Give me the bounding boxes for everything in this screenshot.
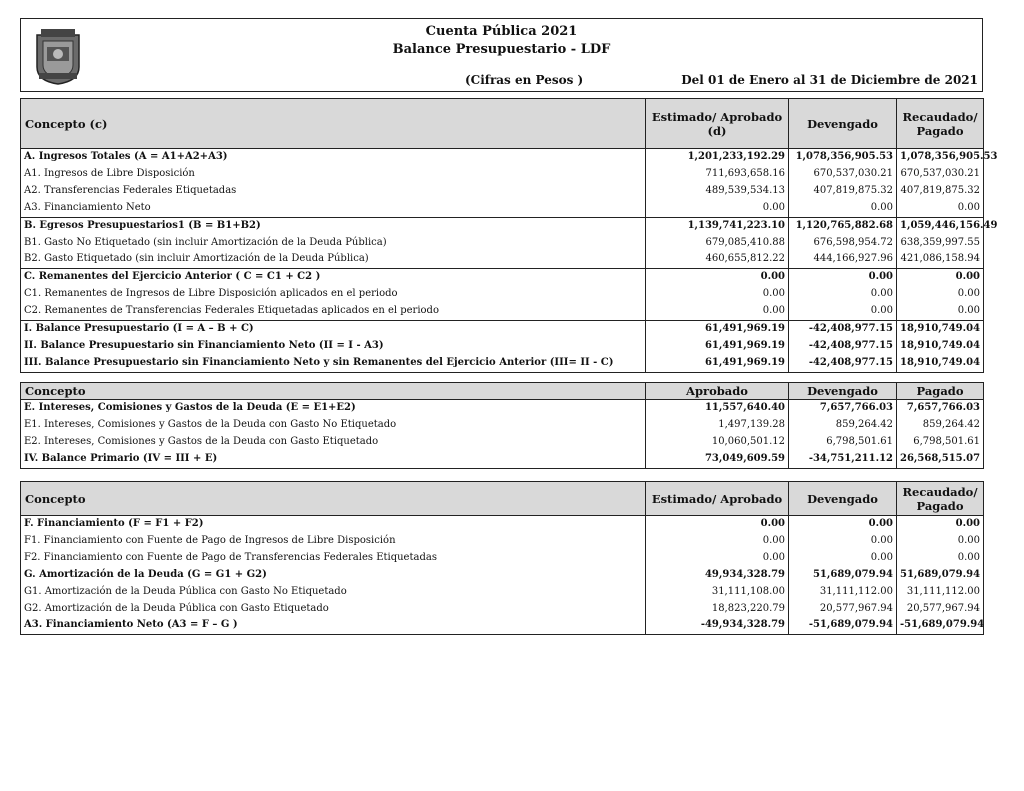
col-header-concepto: Concepto (21, 383, 646, 400)
row-concept: E1. Intereses, Comisiones y Gastos de la Deuda con Gasto No Etiquetado (21, 417, 646, 434)
row-value-devengado: 51,689,079.94 (789, 567, 897, 584)
row-concept: A2. Transferencias Federales Etiquetadas (21, 183, 646, 200)
row-concept: B1. Gasto No Etiquetado (sin incluir Amortización de la Deuda Pública) (21, 235, 646, 252)
row-concept: G1. Amortización de la Deuda Pública con Gasto No Etiquetado (21, 584, 646, 601)
row-value-aprobado: 679,085,410.88 (646, 235, 789, 252)
row-value-aprobado: -49,934,328.79 (646, 617, 789, 634)
row-value-devengado: 20,577,967.94 (789, 601, 897, 618)
row-value-pagado: 638,359,997.55 (897, 235, 984, 252)
row-concept: C. Remanentes del Ejercicio Anterior ( C = C1 + C2 ) (21, 269, 646, 286)
row-value-devengado: 407,819,875.32 (789, 183, 897, 200)
table-row (21, 601, 984, 618)
row-value-devengado: -42,408,977.15 (789, 338, 897, 355)
row-value-pagado: 421,086,158.94 (897, 251, 984, 268)
row-concept: IV. Balance Primario (IV = III + E) (21, 451, 646, 468)
row-value-aprobado: 0.00 (646, 533, 789, 550)
balance-table (20, 98, 998, 373)
report-title (21, 23, 982, 59)
table-row (21, 235, 984, 252)
row-value-pagado: 18,910,749.04 (897, 338, 984, 355)
col-header-devengado: Devengado (789, 482, 897, 516)
row-value-aprobado: 460,655,812.22 (646, 251, 789, 268)
row-value-devengado: 0.00 (789, 269, 897, 286)
row-value-aprobado: 0.00 (646, 303, 789, 320)
col-header-pagado: Recaudado/ Pagado (897, 99, 984, 149)
row-value-pagado: 0.00 (897, 269, 984, 286)
col-header-concepto: Concepto (c) (21, 99, 646, 149)
row-value-aprobado: 0.00 (646, 516, 789, 533)
table-row (21, 269, 984, 286)
row-value-pagado: 26,568,515.07 (897, 451, 984, 468)
row-value-aprobado: 489,539,534.13 (646, 183, 789, 200)
row-value-aprobado: 31,111,108.00 (646, 584, 789, 601)
table-row (21, 200, 984, 217)
row-concept: F. Financiamiento (F = F1 + F2) (21, 516, 646, 533)
row-value-aprobado: 711,693,658.16 (646, 166, 789, 183)
table-row (21, 550, 984, 567)
col-header-concepto: Concepto (21, 482, 646, 516)
table-row (21, 617, 984, 634)
row-value-devengado: 0.00 (789, 516, 897, 533)
row-value-pagado: 0.00 (897, 303, 984, 320)
row-concept: F1. Financiamiento con Fuente de Pago de Ingresos de Libre Disposición (21, 533, 646, 550)
row-value-devengado: 7,657,766.03 (789, 400, 897, 417)
col-header-devengado: Devengado (789, 383, 897, 400)
row-value-pagado: 7,657,766.03 (897, 400, 984, 417)
row-concept: E. Intereses, Comisiones y Gastos de la Deuda (E = E1+E2) (21, 400, 646, 417)
row-concept: E2. Intereses, Comisiones y Gastos de la Deuda con Gasto Etiquetado (21, 434, 646, 451)
table-row (21, 434, 984, 451)
table-row (21, 217, 984, 234)
row-value-pagado: 859,264.42 (897, 417, 984, 434)
period-range: Del 01 de Enero al 31 de Diciembre de 2021 (681, 73, 978, 87)
row-value-aprobado: 0.00 (646, 550, 789, 567)
row-value-devengado: 670,537,030.21 (789, 166, 897, 183)
row-value-devengado: -51,689,079.94 (789, 617, 897, 634)
row-value-pagado: -51,689,079.94 (897, 617, 984, 634)
title-line-2: Balance Presupuestario - LDF (392, 42, 611, 57)
table-row (21, 303, 984, 320)
table-row (21, 183, 984, 200)
table-row (21, 251, 984, 268)
table-row (21, 400, 984, 417)
row-concept: G2. Amortización de la Deuda Pública con Gasto Etiquetado (21, 601, 646, 618)
table-row (21, 567, 984, 584)
title-line-1: Cuenta Pública 2021 (425, 24, 578, 39)
row-value-devengado: 0.00 (789, 550, 897, 567)
row-concept: I. Balance Presupuestario (I = A – B + C) (21, 321, 646, 338)
row-value-aprobado: 73,049,609.59 (646, 451, 789, 468)
row-value-aprobado: 18,823,220.79 (646, 601, 789, 618)
row-value-aprobado: 0.00 (646, 269, 789, 286)
row-value-devengado: -34,751,211.12 (789, 451, 897, 468)
table-row (21, 166, 984, 183)
row-value-devengado: 0.00 (789, 533, 897, 550)
row-concept: F2. Financiamiento con Fuente de Pago de Transferencias Federales Etiquetadas (21, 550, 646, 567)
row-value-devengado: 1,120,765,882.68 (789, 217, 897, 234)
row-value-pagado: 18,910,749.04 (897, 355, 984, 372)
row-value-pagado: 0.00 (897, 550, 984, 567)
row-value-devengado: -42,408,977.15 (789, 355, 897, 372)
row-value-devengado: 0.00 (789, 200, 897, 217)
col-header-pagado: Pagado (897, 383, 984, 400)
col-header-pagado: Recaudado/ Pagado (897, 482, 984, 516)
report-header (20, 18, 983, 92)
table-row (21, 286, 984, 303)
row-concept: A. Ingresos Totales (A = A1+A2+A3) (21, 149, 646, 166)
row-concept: C1. Remanentes de Ingresos de Libre Disposición aplicados en el periodo (21, 286, 646, 303)
table-row (21, 149, 984, 166)
row-concept: G. Amortización de la Deuda (G = G1 + G2) (21, 567, 646, 584)
row-value-devengado: 31,111,112.00 (789, 584, 897, 601)
row-value-pagado: 0.00 (897, 516, 984, 533)
row-value-pagado: 670,537,030.21 (897, 166, 984, 183)
row-value-devengado: 1,078,356,905.53 (789, 149, 897, 166)
row-value-pagado: 31,111,112.00 (897, 584, 984, 601)
table-row (21, 338, 984, 355)
col-header-devengado: Devengado (789, 99, 897, 149)
row-value-devengado: -42,408,977.15 (789, 321, 897, 338)
table-row (21, 451, 984, 468)
row-value-aprobado: 1,497,139.28 (646, 417, 789, 434)
col-header-aprobado: Aprobado (646, 383, 789, 400)
row-value-aprobado: 0.00 (646, 200, 789, 217)
row-concept: A3. Financiamiento Neto (21, 200, 646, 217)
row-value-aprobado: 11,557,640.40 (646, 400, 789, 417)
row-concept: B. Egresos Presupuestarios1 (B = B1+B2) (21, 217, 646, 234)
row-value-devengado: 0.00 (789, 286, 897, 303)
row-value-pagado: 0.00 (897, 200, 984, 217)
table-row (21, 355, 984, 372)
table-row (21, 417, 984, 434)
row-value-aprobado: 1,139,741,223.10 (646, 217, 789, 234)
row-value-pagado: 1,078,356,905.53 (897, 149, 984, 166)
row-value-pagado: 407,819,875.32 (897, 183, 984, 200)
table-row (21, 584, 984, 601)
row-value-pagado: 0.00 (897, 533, 984, 550)
col-header-aprobado: Estimado/ Aprobado (d) (646, 99, 789, 149)
row-value-pagado: 1,059,446,156.49 (897, 217, 984, 234)
row-value-pagado: 20,577,967.94 (897, 601, 984, 618)
table-row (21, 533, 984, 550)
row-value-aprobado: 61,491,969.19 (646, 355, 789, 372)
debt-interest-table (20, 382, 984, 469)
row-value-devengado: 444,166,927.96 (789, 251, 897, 268)
row-value-devengado: 0.00 (789, 303, 897, 320)
row-value-pagado: 18,910,749.04 (897, 321, 984, 338)
row-concept: III. Balance Presupuestario sin Financiamiento Neto y sin Remanentes del Ejercicio Anterior (III= II - C) (21, 355, 646, 372)
row-value-devengado: 676,598,954.72 (789, 235, 897, 252)
row-concept: A1. Ingresos de Libre Disposición (21, 166, 646, 183)
row-value-pagado: 0.00 (897, 286, 984, 303)
row-value-aprobado: 61,491,969.19 (646, 338, 789, 355)
row-value-aprobado: 0.00 (646, 286, 789, 303)
row-concept: II. Balance Presupuestario sin Financiamiento Neto (II = I - A3) (21, 338, 646, 355)
table-row (21, 321, 984, 338)
financing-table (20, 481, 984, 635)
row-concept: B2. Gasto Etiquetado (sin incluir Amortización de la Deuda Pública) (21, 251, 646, 268)
col-header-aprobado: Estimado/ Aprobado (646, 482, 789, 516)
row-value-aprobado: 1,201,233,192.29 (646, 149, 789, 166)
row-value-aprobado: 61,491,969.19 (646, 321, 789, 338)
row-value-pagado: 6,798,501.61 (897, 434, 984, 451)
row-concept: A3. Financiamiento Neto (A3 = F – G ) (21, 617, 646, 634)
row-value-pagado: 51,689,079.94 (897, 567, 984, 584)
row-value-aprobado: 49,934,328.79 (646, 567, 789, 584)
row-value-devengado: 6,798,501.61 (789, 434, 897, 451)
row-value-devengado: 859,264.42 (789, 417, 897, 434)
table-row (21, 516, 984, 533)
row-concept: C2. Remanentes de Transferencias Federales Etiquetadas aplicados en el periodo (21, 303, 646, 320)
row-value-aprobado: 10,060,501.12 (646, 434, 789, 451)
currency-note: (Cifras en Pesos ) (465, 73, 584, 87)
